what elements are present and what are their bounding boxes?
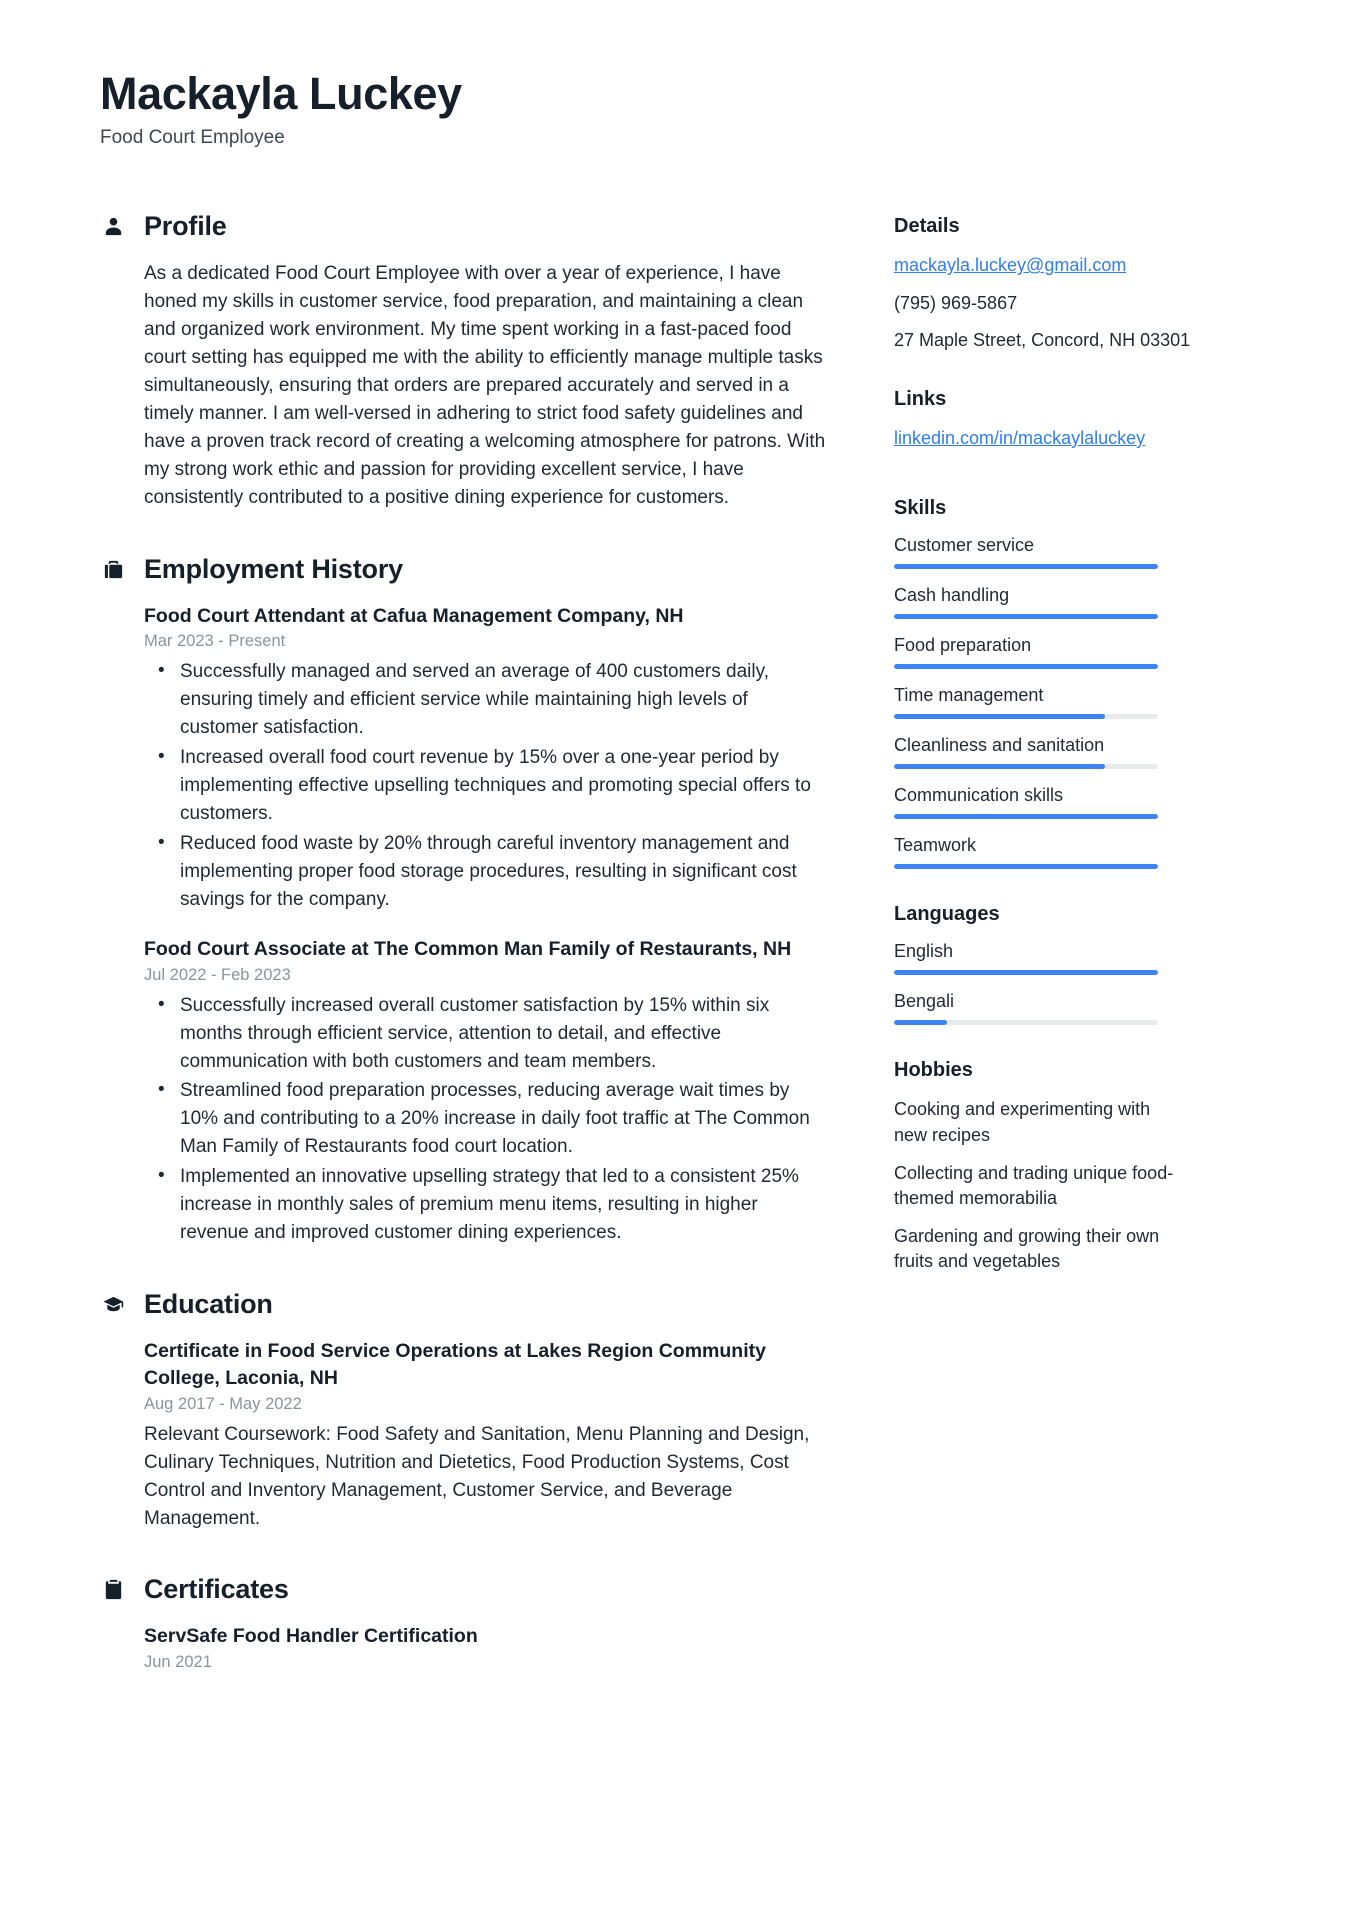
employment-body bbox=[100, 603, 830, 1247]
clipboard-icon bbox=[100, 1577, 126, 1603]
section-title-certificates: Certificates bbox=[144, 1574, 289, 1605]
employment-entry-date: Mar 2023 - Present bbox=[144, 632, 286, 651]
address-value: 27 Maple Street, Concord, NH 03301 bbox=[894, 330, 1191, 351]
sidebar-languages bbox=[894, 903, 1224, 1025]
section-profile bbox=[100, 211, 830, 511]
skill-level-fill bbox=[894, 714, 1105, 719]
sidebar-details bbox=[894, 215, 1224, 354]
skill-label: Customer service bbox=[894, 535, 1035, 556]
person-icon bbox=[100, 214, 126, 240]
education-entry-title: Certificate in Food Service Operations at Lakes Region Community College, Laconia, NH bbox=[144, 1339, 766, 1389]
skill-level-track bbox=[894, 564, 1158, 569]
bullet-item: • Increased overall food court revenue by 15% over a one-year period by implementing effective upselling techniques and promoting special offers to customers. bbox=[144, 744, 830, 828]
language-level-fill bbox=[894, 1020, 947, 1025]
language-label: Bengali bbox=[894, 991, 955, 1012]
skill-level-fill bbox=[894, 864, 1158, 869]
sidebar-title-languages: Languages bbox=[894, 903, 1000, 926]
skill-level-track bbox=[894, 864, 1158, 869]
skill-level-fill bbox=[894, 814, 1158, 819]
certificates-heading-row bbox=[100, 1574, 830, 1605]
skill-level-track bbox=[894, 664, 1158, 669]
phone-value: (795) 969-5867 bbox=[894, 292, 1018, 313]
sidebar-title-hobbies: Hobbies bbox=[894, 1059, 973, 1082]
certificate-entry-date: Jun 2021 bbox=[144, 1653, 212, 1672]
certificate-entry-title: ServSafe Food Handler Certification bbox=[144, 1625, 478, 1648]
employment-entry-title: Food Court Associate at The Common Man Family of Restaurants, NH bbox=[144, 937, 792, 960]
education-entry-description: Relevant Coursework: Food Safety and Sanitation, Menu Planning and Design, Culinary Techniques, Nutrition and Dietetics, Food Production Systems, Cost Control and Inventory Management, Customer Service, and Beverage Management. bbox=[144, 1423, 810, 1529]
education-heading-row bbox=[100, 1289, 830, 1320]
employment-heading-row bbox=[100, 554, 830, 585]
language-item bbox=[894, 991, 1224, 1025]
employment-entry-date: Jul 2022 - Feb 2023 bbox=[144, 965, 291, 984]
candidate-name: Mackayla Luckey bbox=[100, 68, 462, 119]
sidebar-hobbies bbox=[894, 1059, 1224, 1274]
skill-level-track bbox=[894, 614, 1158, 619]
bullet-item: • Implemented an innovative upselling strategy that led to a consistent 25% increase in monthly sales of premium menu items, resulting in higher revenue and improved customer dining experiences. bbox=[144, 1163, 830, 1247]
sidebar-links bbox=[894, 388, 1224, 464]
section-certificates bbox=[100, 1574, 830, 1672]
hobby-item: Cooking and experimenting with new recipes bbox=[894, 1099, 1151, 1145]
email-link[interactable]: mackayla.luckey@gmail.com bbox=[894, 255, 1127, 276]
skill-item bbox=[894, 785, 1224, 819]
bullet-item: • Streamlined food preparation processes, reducing average wait times by 10% and contributing to a 20% increase in daily foot traffic at The Common Man Family of Restaurants food court location. bbox=[144, 1077, 830, 1161]
skill-label: Cleanliness and sanitation bbox=[894, 735, 1105, 756]
employment-entry-title: Food Court Attendant at Cafua Management Company, NH bbox=[144, 604, 684, 627]
profile-heading-row bbox=[100, 211, 830, 242]
language-item bbox=[894, 941, 1224, 975]
language-level-fill bbox=[894, 970, 1158, 975]
bullet-item: • Reduced food waste by 20% through careful inventory management and implementing proper food storage procedures, resulting in significant cost savings for the company. bbox=[144, 830, 830, 914]
linkedin-link[interactable]: linkedin.com/in/mackaylaluckey bbox=[894, 427, 1146, 448]
section-title-profile: Profile bbox=[144, 211, 227, 242]
language-level-track bbox=[894, 1020, 1158, 1025]
bullet-item: • Successfully managed and served an average of 400 customers daily, ensuring timely and efficient service while maintaining high levels of customer satisfaction. bbox=[144, 658, 830, 742]
skill-item bbox=[894, 535, 1224, 569]
sidebar-skills bbox=[894, 497, 1224, 869]
employment-entry bbox=[144, 936, 830, 1247]
section-title-employment: Employment History bbox=[144, 553, 403, 584]
skill-item bbox=[894, 735, 1224, 769]
skill-level-fill bbox=[894, 564, 1158, 569]
skill-level-track bbox=[894, 764, 1158, 769]
skill-item bbox=[894, 635, 1224, 669]
section-title-education: Education bbox=[144, 1288, 273, 1319]
sidebar-title-links: Links bbox=[894, 387, 947, 410]
education-entry bbox=[144, 1338, 830, 1533]
skill-level-track bbox=[894, 814, 1158, 819]
section-education bbox=[100, 1289, 830, 1533]
skill-label: Food preparation bbox=[894, 635, 1032, 656]
education-body bbox=[100, 1338, 830, 1533]
language-level-track bbox=[894, 970, 1158, 975]
skill-level-fill bbox=[894, 664, 1158, 669]
skill-item bbox=[894, 685, 1224, 719]
skill-label: Time management bbox=[894, 685, 1044, 706]
language-label: English bbox=[894, 941, 954, 962]
hobby-item: Gardening and growing their own fruits and vegetables bbox=[894, 1225, 1160, 1272]
profile-text: As a dedicated Food Court Employee with over a year of experience, I have honed my skills in customer service, food preparation, and maintaining a clean and organized work environment. My time spent working in a fast-paced food court setting has equipped me with the ability to efficiently manage multiple tasks simultaneously, ensuring that orders are prepared accurately and served in a timely manner. I am well-versed in adhering to strict food safety guidelines and have a proven track record of creating a welcoming atmosphere for patrons. With my strong work ethic and passion for providing excellent service, I have consistently contributed to a positive dining experience for customers. bbox=[144, 263, 826, 508]
candidate-job-title: Food Court Employee bbox=[100, 127, 285, 149]
education-entry-date: Aug 2017 - May 2022 bbox=[144, 1394, 302, 1413]
skill-label: Teamwork bbox=[894, 835, 977, 856]
sidebar-column bbox=[894, 211, 1224, 1308]
sidebar-title-skills: Skills bbox=[894, 497, 947, 520]
profile-body bbox=[100, 260, 830, 511]
skill-label: Communication skills bbox=[894, 785, 1064, 806]
skill-item bbox=[894, 835, 1224, 869]
graduation-cap-icon bbox=[100, 1291, 126, 1317]
main-column bbox=[100, 211, 830, 1714]
skill-label: Cash handling bbox=[894, 585, 1010, 606]
bullet-item: • Successfully increased overall customer satisfaction by 15% within six months through efficient service, attention to detail, and effective communication with both customers and team members. bbox=[144, 992, 830, 1076]
resume-header bbox=[100, 70, 1266, 149]
employment-entry-bullets bbox=[144, 992, 830, 1247]
certificate-entry bbox=[144, 1623, 830, 1672]
sidebar-title-details: Details bbox=[894, 215, 960, 238]
employment-entry-bullets bbox=[144, 658, 830, 913]
skill-level-fill bbox=[894, 614, 1158, 619]
hobby-item: Collecting and trading unique food-themed memorabilia bbox=[894, 1162, 1174, 1209]
briefcase-icon bbox=[100, 556, 126, 582]
resume-body bbox=[100, 211, 1266, 1714]
skill-item bbox=[894, 585, 1224, 619]
certificates-body bbox=[100, 1623, 830, 1672]
section-employment-history bbox=[100, 554, 830, 1247]
skill-level-track bbox=[894, 714, 1158, 719]
employment-entry bbox=[144, 603, 830, 914]
skill-level-fill bbox=[894, 764, 1105, 769]
